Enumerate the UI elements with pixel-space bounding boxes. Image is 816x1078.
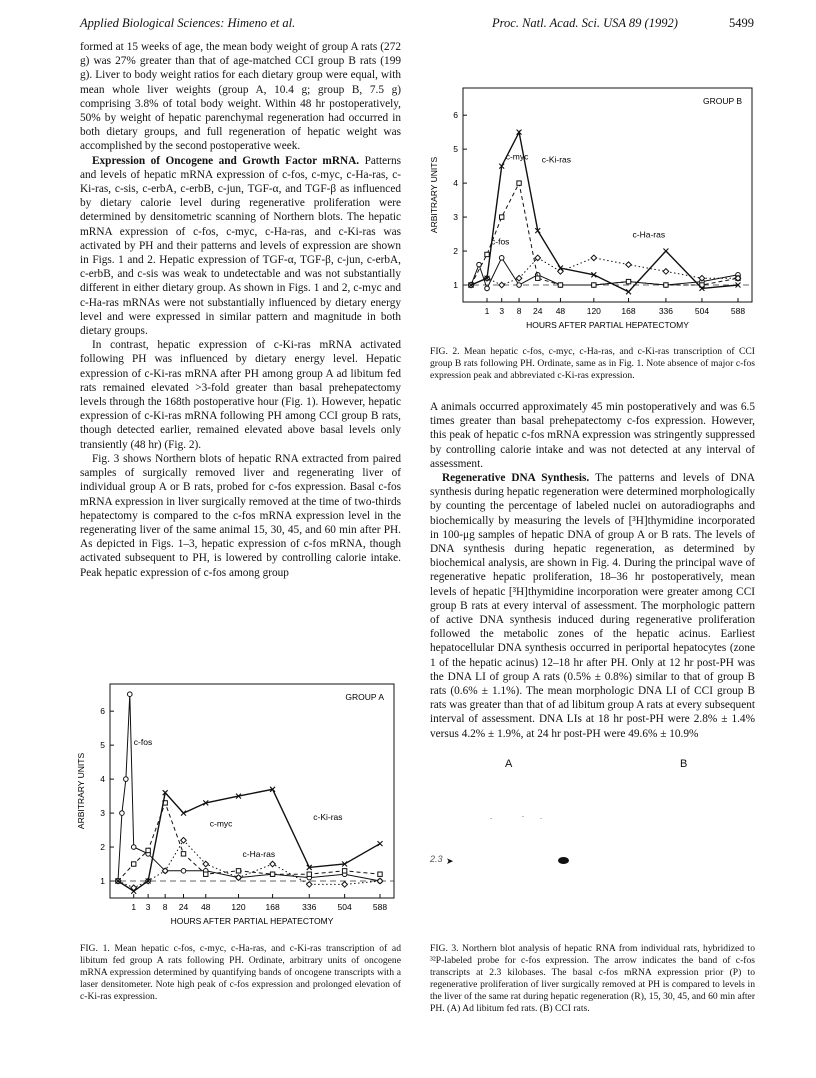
data-point-c-Ki-ras <box>181 811 186 816</box>
arrow-icon: ➤ <box>446 857 454 867</box>
data-point-c-fos <box>517 283 522 288</box>
series-label-c-fos: c-fos <box>133 737 153 748</box>
paragraph: formed at 15 weeks of age, the mean body weight of group A rats (272 g) was 27% greater than that of age-matched CCI group B rats (199 g). Liver to body weight ratios for each dietary group were equal, with mean whole liver weights (group A, 10.4 g; group B, 7.5 g) comprising 3.8% of total body weight. Within 48 hr postoperatively, 50% by weight of hepatic parenchymal regeneration had occurred in both dietary groups, and full regeneration of hepatic weight was accomplished by the second postoperative week. <box>80 41 401 153</box>
chart-title: GROUP A <box>345 692 384 702</box>
series-label-c-myc: c-myc <box>505 151 529 162</box>
x-tick-label: 168 <box>265 902 280 912</box>
data-point-c-myc <box>146 848 150 852</box>
y-axis-label: ARBITRARY UNITS <box>76 752 86 830</box>
figure-1 <box>72 676 402 938</box>
chart-title: GROUP B <box>702 96 742 106</box>
data-point-c-fos <box>131 845 136 850</box>
data-point-c-fos <box>181 869 186 874</box>
figure-1-caption: FIG. 1. Mean hepatic c-fos, c-myc, c-Ha-ras, and c-Ki-ras transcription of ad libitum fed group A rats following PH. Ordinate, arbitrary units of oncogene mRNA expression determined by quantifying bands of oncogene transcripts with a laser densitometer. Note high peak of c-fos expression and prolonged elevation of c-Ki-ras expression. <box>80 943 401 1002</box>
running-header-right <box>492 16 754 31</box>
series-line-c-Ha-ras <box>471 258 738 285</box>
data-point-c-myc <box>558 283 562 287</box>
figure-2 <box>425 80 760 342</box>
x-tick-label: 3 <box>499 306 505 316</box>
y-tick-label: 4 <box>453 178 458 189</box>
data-point-c-Ha-ras <box>306 882 312 888</box>
y-tick-label: 3 <box>100 808 105 819</box>
data-point-c-myc <box>664 283 668 287</box>
x-tick-label: 24 <box>178 902 189 912</box>
x-tick-label: 168 <box>621 306 636 316</box>
x-axis-label: HOURS AFTER PARTIAL HEPATECTOMY <box>526 320 689 330</box>
figure-3-caption: FIG. 3. Northern blot analysis of hepatic RNA from individual rats, hybridized to ³²P-labeled probe for c-fos expression. The arrow indicates the band of c-fos transcripts at 2.3 kilobases. The basal c-fos mRNA expression prior (P) to regenerative proliferation of liver surgically removed at PH is compared to levels in the liver of the same rat during hepatic regeneration (R), 15, 30, 45, and 60 min after PH. (A) Ad libitum fed rats. (B) CCI rats. <box>430 943 756 1014</box>
x-tick-label: 336 <box>302 902 317 912</box>
x-tick-label: 24 <box>533 306 543 316</box>
x-tick-label: 504 <box>694 306 710 316</box>
x-tick-label: 48 <box>555 306 566 316</box>
data-point-c-myc <box>485 252 489 256</box>
series-label-c-fos: c-fos <box>491 236 510 247</box>
x-tick-label: 120 <box>586 306 601 316</box>
blot-band <box>558 857 569 864</box>
blot-size-marker: 2.3 <box>430 854 443 864</box>
x-tick-label: 336 <box>658 306 674 316</box>
paragraph-text: Patterns and levels of hepatic mRNA expression of c-fos, c-myc, c-Ha-ras, c-Ki-ras, c-sis, c-erbA, c-erbB, c-jun, TGF-α, and TGF-β as influenced by dietary calorie level during regenerative proliferation were determined by densitometric scanning of Northern blots. The hepatic mRNA expression of c-fos, c-myc, c-Ha-ras, and c-Ki-ras was activated by PH and their patterns and levels of expression are shown in Figs. 1 and 2. Hepatic expression of TGF-α, TGF-β, c-jun, c-erbA, c-erbB, and c-sis was weak to undetectable and was not substantially different in either dietary group. As shown in Figs. 1 and 2, c-myc and c-Ha-ras mRNAs were not substantially influenced by dietary energy level and were expressed in similar pattern and magnitude in both dietary groups. <box>80 154 401 338</box>
data-point-c-myc <box>204 872 208 876</box>
figure-2-caption: FIG. 2. Mean hepatic c-fos, c-myc, c-Ha-ras, and c-Ki-ras transcription of CCI group B rats following PH. Ordinate, same as in Fig. 1. Note absence of major c-fos expression peak and abbreviated c-Ki-ras expression. <box>430 346 755 381</box>
paragraph: Fig. 3 shows Northern blots of hepatic RNA extracted from paired samples of surgically removed liver and regenerating liver of individual group A or B rats, probed for c-fos expression. Basal c-fos mRNA expression in liver surgically removed at the time of two-thirds hepatectomy is compared to the c-fos mRNA expression level in the regenerating liver of the same animal 15, 30, 45, and 60 min after PH. As depicted in Figs. 1–3, hepatic expression of c-fos mRNA, though activated subsequent to PH, is lowered by controlling calorie intake. Peak hepatic expression of c-fos among group <box>80 452 401 579</box>
data-point-c-Ha-ras <box>516 275 522 281</box>
series-label-c-Ha-ras: c-Ha-ras <box>242 849 276 860</box>
y-tick-label: 6 <box>100 706 105 717</box>
data-point-c-Ha-ras <box>626 262 632 268</box>
x-tick-label: 1 <box>131 902 137 912</box>
data-point-c-Ha-ras <box>270 861 276 867</box>
data-point-c-Ki-ras <box>663 249 668 254</box>
data-point-c-myc <box>536 276 540 280</box>
data-point-c-myc <box>270 872 274 876</box>
blot-speck <box>490 818 492 819</box>
data-point-c-fos <box>485 286 490 291</box>
data-point-c-Ha-ras <box>203 861 209 867</box>
data-point-c-myc <box>517 181 521 185</box>
data-point-c-myc <box>181 852 185 856</box>
series-label-c-myc: c-myc <box>209 818 233 829</box>
x-tick-label: 8 <box>516 306 522 316</box>
y-tick-label: 5 <box>100 740 105 751</box>
x-tick-label: 1 <box>484 306 490 316</box>
y-tick-label: 6 <box>453 110 458 121</box>
blot-speck <box>522 816 524 817</box>
data-point-c-fos <box>120 811 125 816</box>
paragraph <box>80 154 401 339</box>
running-header-left: Applied Biological Sciences: Himeno et al. <box>80 16 296 30</box>
series-label-c-Ki-ras: c-Ki-ras <box>313 811 343 822</box>
data-point-c-myc <box>626 279 630 283</box>
section-heading: Regenerative DNA Synthesis. <box>442 472 590 485</box>
x-tick-label: 48 <box>201 902 211 912</box>
figure-3-blot <box>430 758 755 908</box>
x-tick-label: 504 <box>337 902 352 912</box>
y-tick-label: 3 <box>453 212 458 223</box>
right-column <box>430 400 755 741</box>
y-tick-label: 4 <box>100 774 105 785</box>
series-line-c-myc <box>471 183 738 285</box>
x-tick-label: 3 <box>145 902 151 912</box>
paragraph-text: The patterns and levels of DNA synthesis during hepatic regeneration were determined morphologically by counting the percentage of labeled nuclei on autoradiographs and biochemically by measuring the levels of [³H]thymidine incorporated in 100-μg samples of hepatic DNA of group A or B rats. The levels of DNA synthesis during hepatic regeneration, as determined by biochemical analysis, are shown in Fig. 4. During the principal wave of regenerative hepatic proliferation, 18–36 hr postoperatively, mean levels of hepatic [³H]thymidine incorporation were greater among CCI group B rats at every interval of assessment. The morphologic pattern of active DNA synthesis induced during regenerative proliferation followed the metabolic zones of the hepatic acinus. Earliest hepatocellular DNA synthesis occurred in periportal hepatocytes (zone 1 of the hepatic acinus) 12–18 hr after PH. Only at 12 hr post-PH was the DNA LI of group A rats (0.5% ± 0.8%) similar to that of group B rats (0.6% ± 1.1%). The mean morphologic DNA LI of CCI group B rats was greater than that of ad libitum group A rats at every subsequent interval of assessment. DNA LIs at 18 hr post-PH were 2.8% ± 1.4% versus 4.2% ± 1.9%, at 24 hr post-PH were 49.6% ± 10.9% <box>430 472 755 740</box>
x-tick-label: 588 <box>372 902 388 912</box>
data-point-c-myc <box>132 862 136 866</box>
y-axis-label: ARBITRARY UNITS <box>429 156 439 234</box>
data-point-c-myc <box>378 872 382 876</box>
paragraph: In contrast, hepatic expression of c-Ki-ras mRNA activated following PH was influenced by dietary energy level. Hepatic expression of c-Ki-ras mRNA after PH among group A ad libitum fed rats remained elevated >3-fold greater than basal prehepatectomy levels through the 168th postoperative hour (Fig. 1). However, hepatic expression of c-Ki-ras mRNA following PH among CCI group B rats, though detected earlier, remained elevated above basal levels only transiently (48 hr) (Fig. 2). <box>80 339 401 451</box>
data-point-c-fos <box>499 256 504 261</box>
y-tick-label: 2 <box>100 842 105 853</box>
figure-2-chart <box>425 80 760 342</box>
data-point-c-Ha-ras <box>591 255 597 261</box>
x-tick-label: 8 <box>162 902 168 912</box>
data-point-c-myc <box>307 872 311 876</box>
y-tick-label: 2 <box>453 246 458 257</box>
x-axis-label: HOURS AFTER PARTIAL HEPATECTOMY <box>170 916 334 926</box>
left-column <box>80 40 401 580</box>
page-number: 5499 <box>729 16 754 30</box>
plot-frame <box>110 684 394 898</box>
data-point-c-Ki-ras <box>378 841 383 846</box>
data-point-c-fos <box>124 777 129 782</box>
blot-speck <box>540 818 542 819</box>
paragraph <box>430 471 755 741</box>
section-heading: Expression of Oncogene and Growth Factor mRNA. <box>92 154 360 167</box>
data-point-c-fos <box>127 692 132 697</box>
data-point-c-Ha-ras <box>342 882 348 888</box>
data-point-c-myc <box>592 283 596 287</box>
y-tick-label: 1 <box>100 876 105 887</box>
figure-1-chart <box>72 676 402 938</box>
data-point-c-Ha-ras <box>181 837 187 843</box>
series-label-c-Ha-ras: c-Ha-ras <box>632 229 666 240</box>
y-tick-label: 5 <box>453 144 458 155</box>
data-point-c-Ha-ras <box>499 282 505 288</box>
data-point-c-myc <box>342 869 346 873</box>
data-point-c-Ki-ras <box>626 289 631 294</box>
y-tick-label: 1 <box>453 280 458 291</box>
journal-citation: Proc. Natl. Acad. Sci. USA 89 (1992) <box>492 16 678 30</box>
data-point-c-myc <box>500 215 504 219</box>
data-point-c-myc <box>236 869 240 873</box>
series-label-c-Ki-ras: c-Ki-ras <box>541 154 572 165</box>
blot-label-b: B <box>680 758 688 770</box>
series-line-c-Ki-ras <box>118 789 380 891</box>
x-tick-label: 120 <box>231 902 246 912</box>
blot-label-a: A <box>505 758 513 770</box>
x-tick-label: 588 <box>730 306 746 316</box>
paragraph: A animals occurred approximately 45 min postoperatively and was 6.5 times greater than basal prehepatectomy c-fos expression. However, this peak of hepatic c-fos mRNA expression was stringently suppressed by controlling calorie intake and was not detected at any interval of assessment. <box>430 401 755 470</box>
data-point-c-Ha-ras <box>663 269 669 275</box>
plot-frame <box>463 88 752 302</box>
